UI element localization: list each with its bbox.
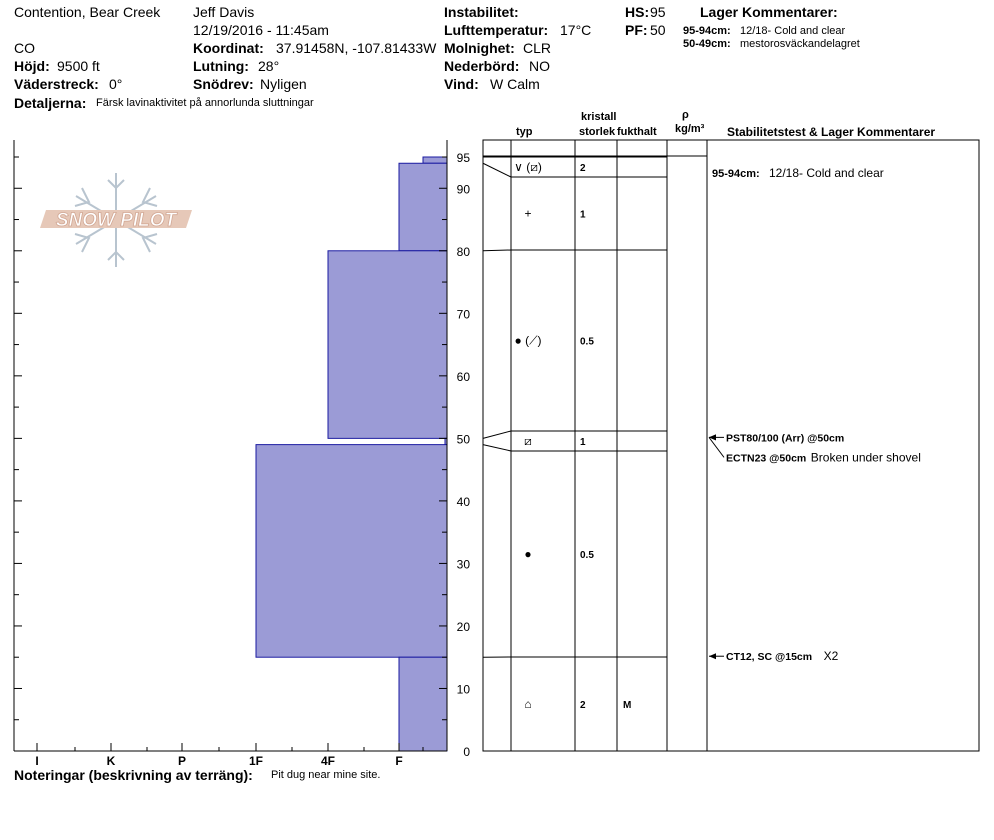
crystal-type: ⧄ <box>524 434 532 448</box>
hardness-bar <box>423 157 447 163</box>
depth-connector <box>483 163 511 177</box>
test-result: PST80/100 (Arr) @50cm <box>726 432 845 445</box>
header-stability: Stabilitetstest & Lager Kommentarer <box>727 125 936 139</box>
elevation-label: Höjd: <box>14 58 50 74</box>
y-tick-label: 95 <box>456 151 470 165</box>
wind-label: Vind: <box>444 76 479 92</box>
x-tick-label: 1F <box>248 754 264 768</box>
precip-label: Nederbörd: <box>444 58 520 74</box>
slope-label: Lutning: <box>193 58 249 74</box>
crystal-size: 1 <box>580 437 586 448</box>
x-tick-label: K <box>106 754 116 768</box>
crystal-size: 0.5 <box>580 550 594 561</box>
layer-comments-title: Lager Kommentarer: <box>700 4 838 20</box>
details-label: Detaljerna: <box>14 95 87 111</box>
aspect-label: Väderstreck: <box>14 76 99 92</box>
drift-value: Nyligen <box>260 76 307 92</box>
details-value: Färsk lavinaktivitet på annorlunda sluttningar <box>96 97 314 109</box>
notes-value: Pit dug near mine site. <box>271 769 381 781</box>
state: CO <box>14 40 35 56</box>
test-note: X2 <box>823 649 839 664</box>
hs-label: HS: <box>625 4 650 20</box>
hardness-bar <box>328 251 447 439</box>
wind-value: W Calm <box>490 76 540 92</box>
header-crystal: kristall <box>581 111 617 123</box>
layer-comment-range: 50-49cm: <box>683 38 731 50</box>
crystal-size: 2 <box>580 163 586 174</box>
hs-value: 95 <box>650 4 666 20</box>
layer-comment-text: 12/18- Cold and clear <box>740 25 846 37</box>
y-tick-label: 60 <box>456 369 470 384</box>
datetime: 12/19/2016 - 11:45am <box>193 22 329 38</box>
comment-range: 95-94cm: <box>712 168 760 180</box>
pf-value: 50 <box>650 22 666 38</box>
hardness-bar <box>399 657 447 751</box>
y-tick-label: 90 <box>456 182 470 197</box>
observer: Jeff Davis <box>193 4 255 20</box>
header-rho: ρ <box>682 109 689 121</box>
y-tick-label: 0 <box>463 745 470 759</box>
header-moisture: fukthalt <box>617 126 657 138</box>
test-result: CT12, SC @15cm <box>726 651 813 664</box>
depth-connector <box>483 431 511 438</box>
crystal-size: 2 <box>580 700 586 711</box>
depth-connector <box>483 250 511 251</box>
x-tick-label: 4F <box>320 754 336 768</box>
pf-label: PF: <box>625 22 648 38</box>
logo-text: SNOW PILOT <box>55 210 177 231</box>
hardness-bar <box>399 163 447 251</box>
notes-label: Noteringar (beskrivning av terräng): <box>14 767 253 783</box>
header-type: typ <box>516 126 533 138</box>
airtemp-label: Lufttemperatur: <box>444 22 549 38</box>
x-tick-label: P <box>177 754 187 768</box>
airtemp-value: 17°C <box>560 22 592 38</box>
drift-label: Snödrev: <box>193 76 254 92</box>
coord-value: 37.91458N, -107.81433W <box>276 40 437 56</box>
location: Contention, Bear Creek <box>14 4 161 20</box>
y-tick-label: 20 <box>456 619 470 634</box>
arrow-icon <box>709 653 716 659</box>
y-tick-label: 40 <box>456 494 470 509</box>
crystal-type: ⌂ <box>524 697 532 711</box>
precip-value: NO <box>529 58 550 74</box>
crystal-type: ● (⟋) <box>514 333 542 348</box>
crystal-size: 1 <box>580 209 586 221</box>
header-density-unit: kg/m³ <box>675 123 705 135</box>
layer-comment-range: 95-94cm: <box>683 25 731 37</box>
crystal-size: 0.5 <box>580 336 594 348</box>
test-result: ECTN23 @50cm <box>726 452 807 465</box>
elevation-value: 9500 ft <box>57 58 100 74</box>
test-note: Broken under shovel <box>810 450 921 465</box>
sky-value: CLR <box>523 40 552 56</box>
hardness-bar <box>256 445 447 658</box>
coord-label: Koordinat: <box>193 40 264 56</box>
sky-label: Molnighet: <box>444 40 515 56</box>
layer-comment-text: mestorosväckandelagret <box>740 38 860 50</box>
slope-value: 28° <box>258 58 280 74</box>
aspect-value: 0° <box>109 76 123 92</box>
test-pointer <box>709 437 724 457</box>
depth-connector <box>483 445 511 451</box>
y-tick-label: 50 <box>456 432 470 447</box>
crystal-type: ● <box>524 547 532 561</box>
comment-text: 12/18- Cold and clear <box>769 166 884 180</box>
x-tick-label: F <box>395 754 403 768</box>
crystal-moisture: M <box>623 700 632 711</box>
crystal-type: ∨ (⧄) <box>514 160 542 174</box>
y-tick-label: 70 <box>456 307 470 322</box>
y-tick-label: 10 <box>456 682 470 697</box>
instability-label: Instabilitet: <box>444 4 519 20</box>
crystal-type: + <box>524 206 532 221</box>
y-tick-label: 80 <box>456 244 470 259</box>
header-size: storlek <box>579 126 616 138</box>
y-tick-label: 30 <box>456 557 470 572</box>
x-tick-label: I <box>35 754 39 768</box>
